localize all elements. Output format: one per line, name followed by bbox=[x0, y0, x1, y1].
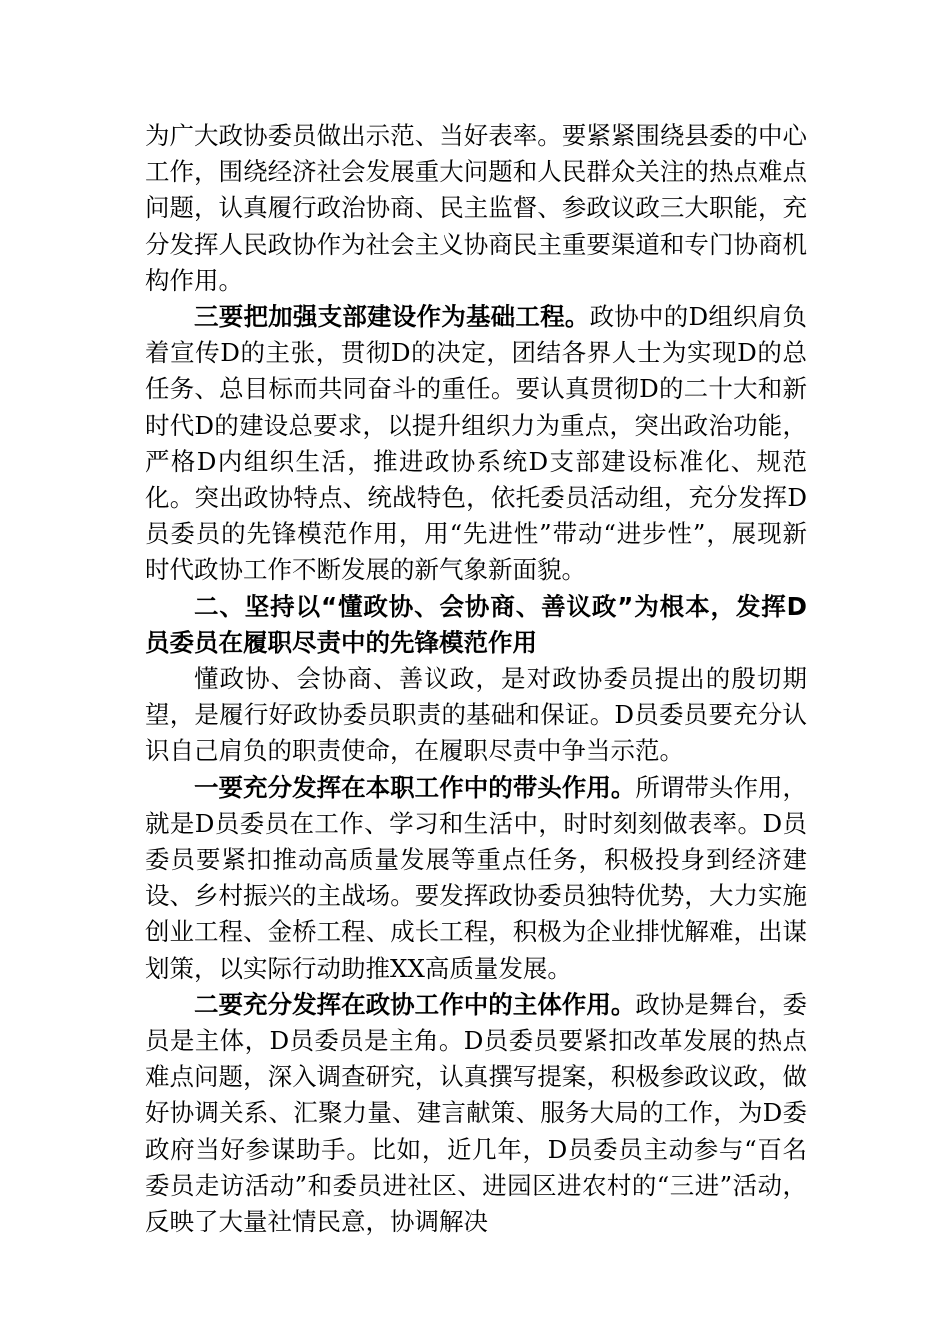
paragraph-2-lead: 三要把加强支部建设作为基础工程。 bbox=[194, 302, 590, 332]
paragraph-3-text: 懂政协、会协商、善议政，是对政协委员提出的殷切期望，是履行好政协委员职责的基础和保证。D员委员要充分认识自己肩负的职责使命，在履职尽责中争当示范。 bbox=[145, 664, 807, 766]
paragraph-2-text: 政协中的D组织肩负着宣传D的主张，贯彻D的决定，团结各界人士为实现D的总任务、总目标而共同奋斗的重任。要认真贯彻D的二十大和新时代D的建设总要求，以提升组织力为重点，突出政治功能，严格D内组织生活，推进政协系统D支部建设标准化、规范化。突出政协特点、统战特色，依托委员活动组，充分发挥D员委员的先锋模范作用，用“先进性”带动“进步性”，展现新时代政协工作不断发展的新气象新面貌。 bbox=[145, 302, 807, 585]
paragraph-2 bbox=[145, 299, 807, 589]
paragraph-5-text: 政协是舞台，委员是主体，D员委员是主角。D员委员要紧扣改革发展的热点难点问题，深入调查研究，认真撰写提案，积极参政议政，做好协调关系、汇聚力量、建言献策、服务大局的工作，为D委政府当好参谋助手。比如，近几年，D员委员主动参与“百名委员走访活动”和委员进社区、进园区进农村的“三进”活动，反映了大量社情民意，协调解决 bbox=[145, 989, 807, 1237]
paragraph-3 bbox=[145, 661, 807, 770]
paragraph-5 bbox=[145, 987, 807, 1240]
paragraph-5-lead: 二要充分发挥在政协工作中的主体作用。 bbox=[194, 989, 636, 1019]
section-heading-2: 二、坚持以“懂政协、会协商、善议政”为根本，发挥D员委员在履职尽责中的先锋模范作用 bbox=[145, 591, 807, 657]
document-page bbox=[145, 118, 807, 1240]
paragraph-4-lead: 一要充分发挥在本职工作中的带头作用。 bbox=[194, 772, 636, 802]
paragraph-4-text: 所谓带头作用，就是D员委员在工作、学习和生活中，时时刻刻做表率。D员委员要紧扣推动高质量发展等重点任务，积极投身到经济建设、乡村振兴的主战场。要发挥政协委员独特优势，大力实施创业工程、金桥工程、成长工程，积极为企业排忧解难，出谋划策，以实际行动助推XX高质量发展。 bbox=[145, 772, 807, 983]
paragraph-4 bbox=[145, 770, 807, 987]
paragraph-1-text: 为广大政协委员做出示范、当好表率。要紧紧围绕县委的中心工作，围绕经济社会发展重大问题和人民群众关注的热点难点问题，认真履行政治协商、民主监督、参政议政三大职能，充分发挥人民政协作为社会主义协商民主重要渠道和专门协商机构作用。 bbox=[145, 121, 807, 295]
paragraph-1 bbox=[145, 118, 807, 299]
